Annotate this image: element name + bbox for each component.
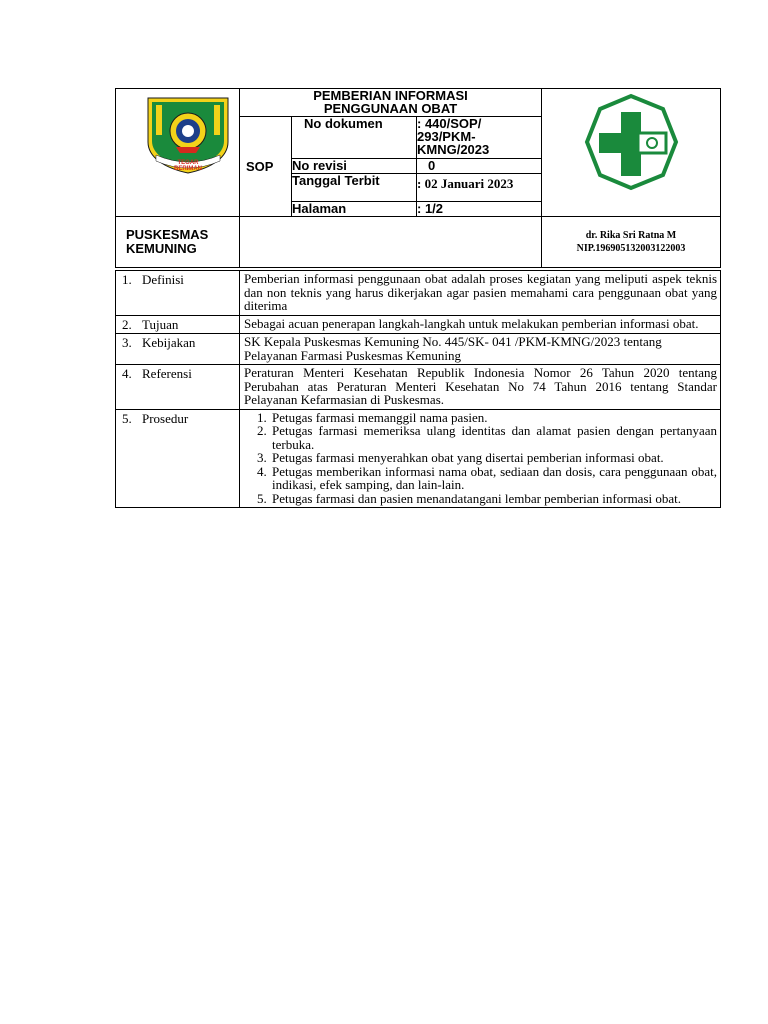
document-title: PEMBERIAN INFORMASI PENGGUNAAN OBAT (240, 89, 542, 117)
procedure-step: 1. Petugas farmasi memanggil nama pasien. (270, 411, 717, 425)
section-title: Definisi (142, 272, 184, 287)
section-tujuan (116, 315, 721, 334)
sop-content-table (115, 270, 721, 508)
section-label (116, 365, 240, 410)
section-number: 2. (122, 316, 132, 332)
tanggal-terbit-label: Tanggal Terbit (292, 174, 417, 202)
section-label (116, 409, 240, 508)
procedure-step: 2. Petugas farmasi memeriksa ulang identitas dan alamat pasien dengan pertanyaan terbuka. (270, 424, 717, 451)
puskesmas-logo-cell (542, 89, 721, 217)
no-revisi-value: 0 (417, 159, 542, 174)
section-kebijakan (116, 334, 721, 365)
procedure-step: 3. Petugas farmasi menyerahkan obat yang disertai pemberian informasi obat. (270, 451, 717, 465)
section-number: 3. (122, 335, 132, 350)
kebijakan-text: SK Kepala Puskesmas Kemuning No. 445/SK- 041 /PKM-KMNG/2023 tentang Pelayanan Farmasi Puskesmas Kemuning (240, 334, 721, 365)
referensi-text: Peraturan Menteri Kesehatan Republik Indonesia Nomor 26 Tahun 2020 tentang Perubahan atas Peraturan Menteri Kesehatan No 74 Tahun 2016 tentang Standar Pelayanan Kefarmasian di Puskesmas. (240, 365, 721, 410)
document-type-label: SOP (240, 117, 292, 217)
tanggal-terbit-value: : 02 Januari 2023 (417, 174, 542, 202)
halaman-label: Halaman (292, 202, 417, 217)
no-dokumen-label: No dokumen (292, 117, 417, 159)
section-referensi (116, 365, 721, 410)
section-label (116, 315, 240, 334)
section-title: Prosedur (142, 410, 189, 426)
section-number: 1. (122, 272, 132, 287)
regency-logo-cell (116, 89, 240, 217)
section-number: 4. (122, 366, 132, 381)
definisi-text: Pemberian informasi penggunaan obat adalah proses kegiatan yang meliputi aspek teknis dan non teknis yang harus dikerjakan agar pasien memahami cara penggunaan obat yang diterima (240, 271, 721, 316)
procedure-step: 4. Petugas memberikan informasi nama obat, sediaan dan dosis, cara penggunaan obat, indikasi, efek samping, dan lain-lain. (270, 465, 717, 492)
no-revisi-label: No revisi (292, 159, 417, 174)
prosedur-steps (240, 409, 721, 508)
signer-name: dr. Rika Sri Ratna M (585, 230, 677, 241)
signer-nip: NIP.196905132003122003 (576, 243, 686, 254)
procedure-list (244, 411, 717, 506)
section-title: Referensi (142, 366, 192, 381)
puskesmas-cross-logo-icon (542, 89, 721, 216)
section-number: 5. (122, 410, 132, 426)
tujuan-text: Sebagai acuan penerapan langkah-langkah untuk melakukan pemberian informasi obat. (240, 315, 721, 334)
halaman-value: : 1/2 (417, 202, 542, 217)
section-prosedur (116, 409, 721, 508)
institution-name: PUSKESMAS KEMUNING (116, 217, 240, 268)
blank-cell (240, 217, 542, 268)
procedure-step: 5. Petugas farmasi dan pasien menandatangani lembar pemberian informasi obat. (270, 492, 717, 506)
no-dokumen-value: : 440/SOP/ 293/PKM- KMNG/2023 (417, 117, 542, 159)
section-title: Kebijakan (142, 335, 196, 350)
regency-emblem-icon (116, 89, 240, 216)
section-definisi (116, 271, 721, 316)
regency-motto: TEGAR BERIMAN (174, 160, 202, 172)
section-title: Tujuan (142, 316, 179, 332)
sop-header-table (115, 88, 721, 268)
section-label (116, 334, 240, 365)
section-label (116, 271, 240, 316)
signature-block (542, 217, 721, 268)
